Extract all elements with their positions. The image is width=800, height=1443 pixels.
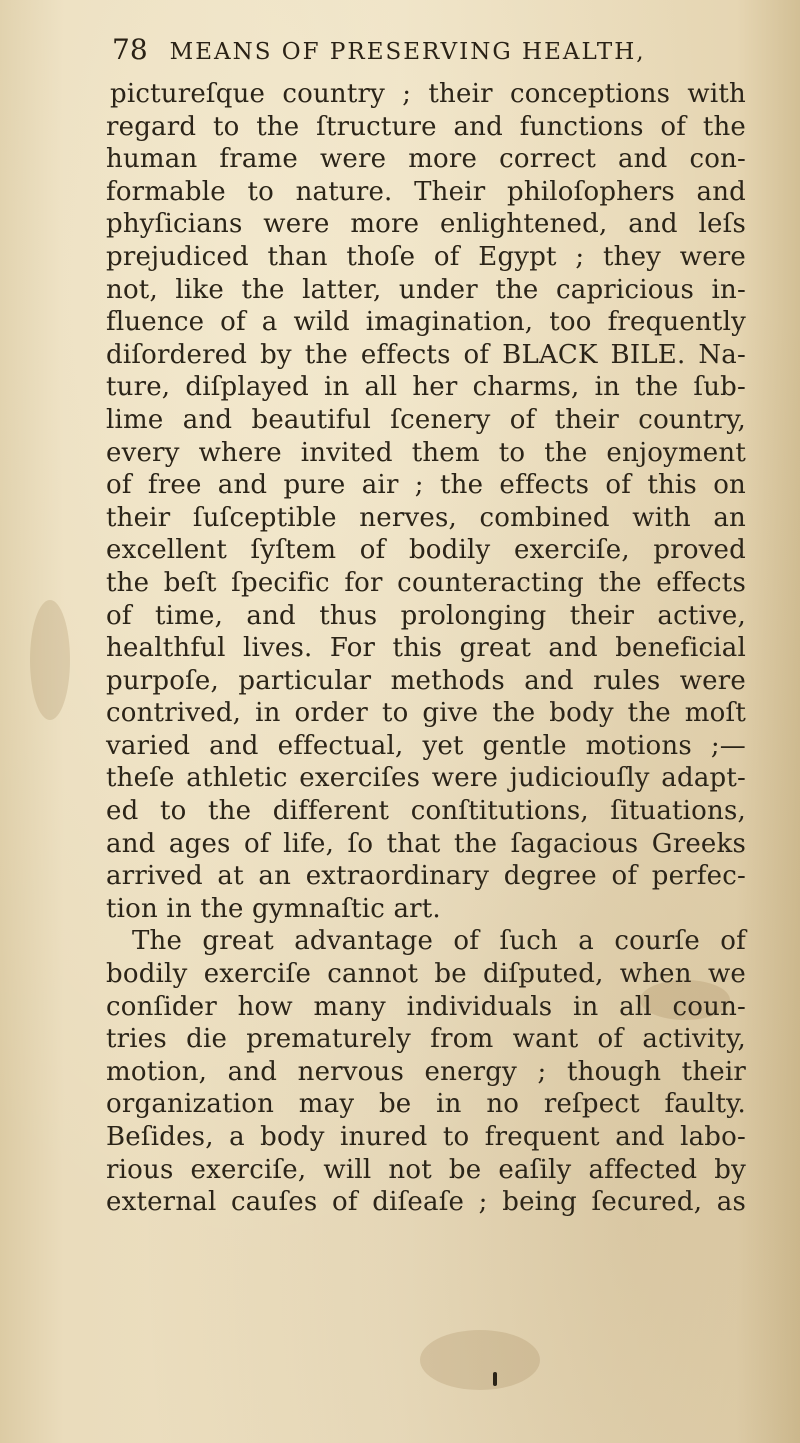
text-line: external cauſes of diſeaſe ; being ſecured, as xyxy=(106,1187,746,1218)
text-line: purpoſe, particular methods and rules were xyxy=(106,665,746,696)
text-line: the beſt ſpecific for counteracting the effects xyxy=(106,567,746,598)
text-line: arrived at an extraordinary degree of perfec- xyxy=(106,861,746,892)
text-line: The great advantage of ſuch a courſe of xyxy=(132,926,746,957)
text-line: healthful lives. For this great and beneficial xyxy=(106,633,746,664)
text-line: Beſides, a body inured to frequent and labo- xyxy=(106,1122,746,1152)
text-line: and ages of life, ſo that the ſagacious Greeks xyxy=(106,828,746,859)
text-line: lime and beautiful ſcenery of their country, xyxy=(106,404,746,435)
text-line: their ſuſceptible nerves, combined with an xyxy=(106,502,746,533)
foxing-stain xyxy=(30,600,70,720)
text-line: tries die prematurely from want of activity, xyxy=(106,1024,746,1055)
text-line: varied and effectual, yet gentle motions ;— xyxy=(106,730,746,761)
text-line: fluence of a wild imagination, too frequently xyxy=(106,307,746,338)
running-title: MEANS OF PRESERVING HEALTH, xyxy=(169,39,646,65)
text-line: phyſicians were more enlightened, and leſs xyxy=(106,209,746,240)
text-line: of time, and thus prolonging their active, xyxy=(106,600,746,631)
text-line: every where invited them to the enjoyment xyxy=(106,437,746,468)
page-number: 78 xyxy=(112,33,148,66)
text-line: bodily exerciſe cannot be diſputed, when we xyxy=(106,959,746,990)
text-line: contrived, in order to give the body the moſt xyxy=(106,698,746,729)
running-head xyxy=(112,33,712,73)
text-line: of free and pure air ; the effects of this on xyxy=(106,470,746,501)
text-line: ed to the different conſtitutions, ſituations, xyxy=(106,796,746,827)
text-line: excellent ſyſtem of bodily exerciſe, proved xyxy=(106,535,746,566)
printer-mark xyxy=(493,1372,497,1386)
text-line: theſe athletic exerciſes were judiciouſly adapt- xyxy=(106,763,746,794)
text-line: prejudiced than thoſe of Egypt ; they were xyxy=(106,241,746,272)
text-line: not, like the latter, under the capricious in- xyxy=(106,274,746,305)
text-line: pictureſque country ; their conceptions with xyxy=(110,79,746,109)
body-text xyxy=(106,78,746,1219)
text-line: human frame were more correct and con- xyxy=(106,144,746,175)
text-line: formable to nature. Their philoſophers and xyxy=(106,176,746,207)
text-line: tion in the gymnaſtic art. xyxy=(106,893,441,924)
text-line: organization may be in no reſpect faulty. xyxy=(106,1089,746,1120)
text-line: diſordered by the effects of BLACK BILE. Na- xyxy=(106,339,746,370)
foxing-stain xyxy=(420,1330,540,1390)
text-line: conſider how many individuals in all coun- xyxy=(106,991,746,1022)
text-line: rious exerciſe, will not be eaſily affected by xyxy=(106,1154,746,1185)
text-line: motion, and nervous energy ; though their xyxy=(106,1056,746,1087)
text-line: ture, diſplayed in all her charms, in the ſub- xyxy=(106,372,746,403)
text-line: regard to the ſtructure and functions of the xyxy=(106,111,746,142)
